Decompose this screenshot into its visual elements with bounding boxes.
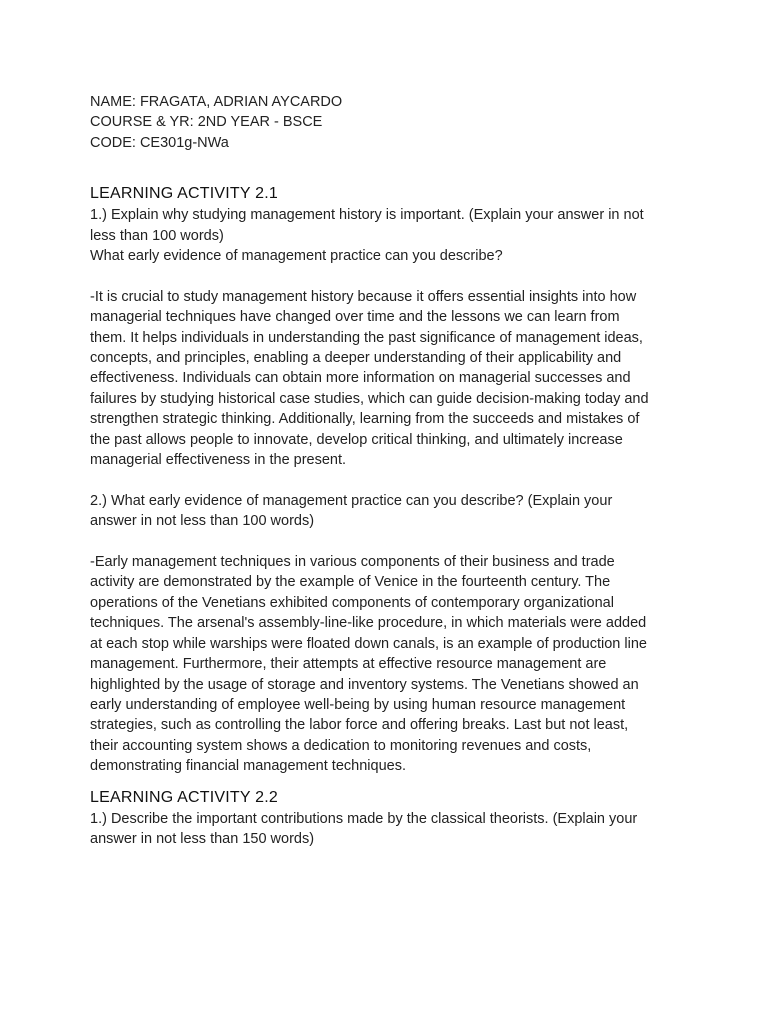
answer-2-line: operations of the Venetians exhibited components of contemporary organizational — [90, 594, 614, 611]
answer-1-line: managerial effectiveness in the present. — [90, 452, 347, 469]
answer-2-line: their accounting system shows a dedication to monitoring revenues and costs, — [90, 737, 592, 754]
question-2-line: answer in not less than 100 words) — [90, 513, 315, 530]
answer-2-line: -Early management techniques in various components of their business and trade — [90, 554, 615, 571]
answer-2-line: strategies, such as controlling the labor force and offering breaks. Last but not least, — [90, 717, 629, 734]
answer-1-line: effectiveness. Individuals can obtain more information on managerial successes and — [90, 370, 631, 387]
student-info — [90, 92, 680, 153]
question-1-line: What early evidence of management practice can you describe? — [90, 248, 503, 265]
question-1 — [90, 205, 680, 266]
question-1-line: less than 100 words) — [90, 227, 224, 244]
student-name: NAME: FRAGATA, ADRIAN AYCARDO — [90, 94, 343, 110]
activity-2-2-heading: LEARNING ACTIVITY 2.2 — [90, 788, 278, 806]
course-code: CODE: CE301g-NWa — [90, 134, 229, 151]
answer-1-line: -It is crucial to study management history because it offers essential insights into how — [90, 288, 637, 305]
document-page — [90, 92, 680, 849]
answer-2-line: at each stop while warships were floated down canals, is an example of production line — [90, 635, 647, 652]
learning-activity-2-1 — [90, 183, 680, 776]
question-1-line: 1.) Explain why studying management history is important. (Explain your answer in not — [90, 207, 644, 224]
answer-1-line: concepts, and principles, enabling a deeper understanding of their applicability and — [90, 350, 622, 367]
answer-1 — [90, 287, 680, 471]
answer-1-line: the past allows people to innovate, develop critical thinking, and ultimately increase — [90, 431, 623, 448]
answer-2-line: demonstrating financial management techniques. — [90, 758, 406, 775]
question-2-line: 2.) What early evidence of management practice can you describe? (Explain your — [90, 492, 613, 509]
answer-1-line: strengthen strategic thinking. Additionally, learning from the succeeds and mistakes of — [90, 411, 640, 428]
answer-1-line: failures by studying historical case studies, which can guide decision-making today and — [90, 390, 649, 407]
answer-2-line: activity are demonstrated by the example of Venice in the fourteenth century. The — [90, 574, 611, 591]
answer-2-line: highlighted by the usage of storage and inventory systems. The Venetians showed an — [90, 676, 639, 693]
answer-1-line: them. It helps individuals in understanding the past significance of management ideas, — [90, 329, 643, 346]
activity-2-1-heading: LEARNING ACTIVITY 2.1 — [90, 185, 278, 203]
answer-2-line: early understanding of employee well-being by using human resource management — [90, 696, 626, 713]
answer-1-line: managerial techniques have changed over time and the lessons we can learn from — [90, 309, 620, 326]
course-year: COURSE & YR: 2ND YEAR - BSCE — [90, 114, 323, 131]
question-3 — [90, 809, 680, 850]
answer-2-line: techniques. The arsenal's assembly-line-like procedure, in which materials were added — [90, 615, 647, 632]
answer-2-line: management. Furthermore, their attempts at effective resource management are — [90, 656, 607, 673]
question-2 — [90, 491, 680, 532]
learning-activity-2-2 — [90, 787, 680, 850]
question-3-line: 1.) Describe the important contributions made by the classical theorists. (Explain your — [90, 810, 638, 827]
answer-2 — [90, 552, 680, 776]
question-3-line: answer in not less than 150 words) — [90, 830, 315, 847]
